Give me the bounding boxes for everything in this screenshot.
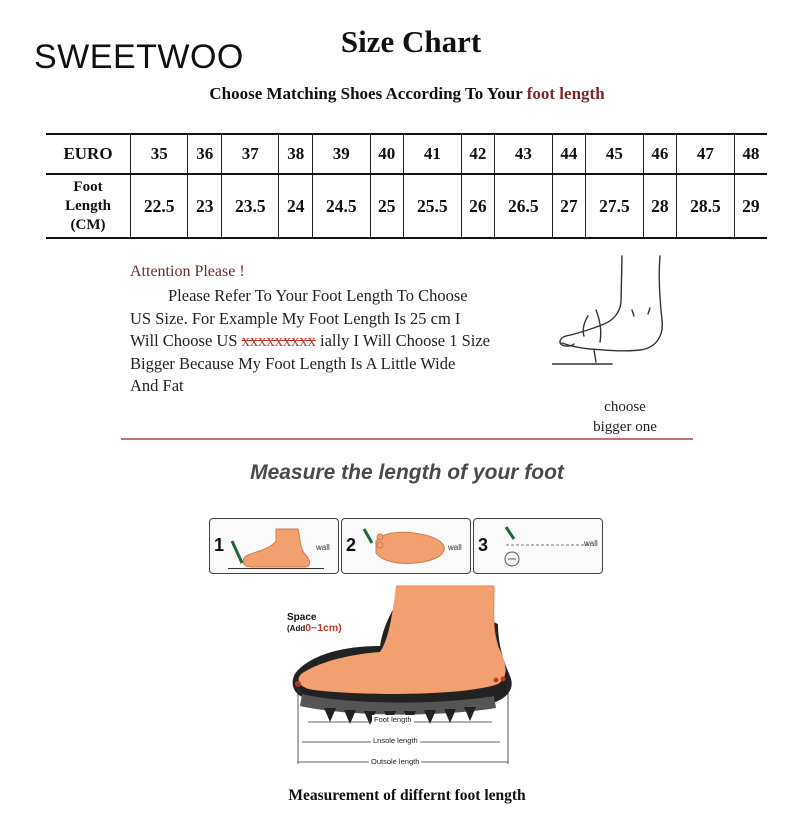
foot-length-cell: 29 (742, 195, 760, 216)
foot-length-cell: 23 (188, 174, 222, 238)
subtitle-highlight: foot length (526, 84, 605, 103)
euro-size: 40 (370, 134, 404, 174)
attention-paragraph (130, 285, 550, 398)
euro-row (46, 134, 767, 174)
euro-size: 43 (495, 134, 552, 174)
size-table (46, 133, 767, 239)
step-number: 1 (214, 535, 225, 555)
redacted-text: xxxxxxxxx (241, 331, 316, 350)
space-annotation (287, 612, 342, 634)
euro-size: 37 (222, 134, 279, 174)
euro-size: 48 (742, 144, 760, 163)
foot-top-icon (358, 523, 458, 569)
foot-length-header (46, 174, 131, 238)
foot-length-label: Foot length (374, 715, 412, 724)
attention-line: Please Refer To Your Foot Length To Choose (168, 286, 468, 305)
diagram-caption: Measurement of differnt foot length (288, 787, 526, 804)
foot-length-header-line: Length (65, 197, 111, 214)
foot-sketch-illustration (552, 250, 682, 375)
space-add: (Add (287, 624, 306, 633)
foot-length-cell: 25.5 (404, 174, 461, 238)
measure-title: Measure the length of your foot (250, 461, 564, 484)
choose-bigger-note (580, 397, 670, 437)
choose-note-line: bigger one (593, 419, 657, 435)
page-title: Size Chart (340, 24, 482, 59)
space-range: 0~1cm) (305, 622, 342, 634)
step-panel-3 (473, 518, 603, 574)
step-number: 2 (346, 535, 357, 555)
attention-line: US Size. For Example My Foot Length Is 25 cm I (130, 308, 461, 328)
foot-length-row (46, 174, 767, 238)
foot-length-cell: 26 (461, 174, 495, 238)
euro-size: 44 (552, 134, 586, 174)
euro-size: 46 (643, 134, 677, 174)
foot-length-cell: 26.5 (495, 174, 552, 238)
euro-size: 36 (188, 134, 222, 174)
foot-length-cell: 23.5 (222, 174, 279, 238)
foot-length-cell: 27 (552, 174, 586, 238)
euro-size: 42 (461, 134, 495, 174)
euro-header: EURO (46, 134, 131, 174)
euro-size: 47 (677, 134, 734, 174)
euro-size: 45 (586, 134, 643, 174)
attention-heading: Attention Please ! (130, 263, 245, 280)
insole-length-label: Lnsole length (373, 736, 418, 745)
wall-label: wall (448, 543, 462, 552)
ruler-measure-icon (492, 523, 592, 569)
foot-length-cell: 25 (370, 174, 404, 238)
attention-line-part: ially I Will Choose 1 Size (315, 331, 490, 350)
outsole-length-label: Outsole length (371, 757, 420, 766)
attention-line-part: Will Choose US (130, 331, 242, 350)
space-label: Space (287, 612, 317, 623)
foot-length-cell: 24 (279, 174, 313, 238)
attention-line (130, 330, 550, 353)
euro-size: 39 (313, 134, 370, 174)
step-panel-2 (341, 518, 471, 574)
foot-length-header-line: (CM) (70, 216, 106, 233)
foot-length-cell: 28.5 (677, 174, 734, 238)
foot-length-cell: 22.5 (131, 174, 188, 238)
section-divider (121, 438, 693, 440)
foot-length-header-line: Foot (73, 178, 103, 195)
euro-size: 41 (404, 134, 461, 174)
foot-length-cell: 28 (643, 174, 677, 238)
subtitle-prefix: Choose Matching Shoes According To Your (209, 84, 527, 103)
page-subtitle (0, 84, 800, 104)
step-panel-1 (209, 518, 339, 574)
euro-size: 38 (279, 134, 313, 174)
attention-line: And Fat (130, 376, 184, 395)
choose-note-line: choose (604, 399, 646, 415)
wall-label: wall (584, 539, 598, 548)
shoe-foot-diagram (284, 580, 524, 780)
wall-label: wall (316, 543, 330, 552)
foot-length-cell: 24.5 (313, 174, 370, 238)
euro-size: 35 (131, 134, 188, 174)
brand-logo: SWEETWOO (34, 38, 244, 76)
step-number: 3 (478, 535, 489, 555)
attention-line: Bigger Because My Foot Length Is A Little Wide (130, 353, 456, 373)
foot-length-cell: 27.5 (586, 174, 643, 238)
